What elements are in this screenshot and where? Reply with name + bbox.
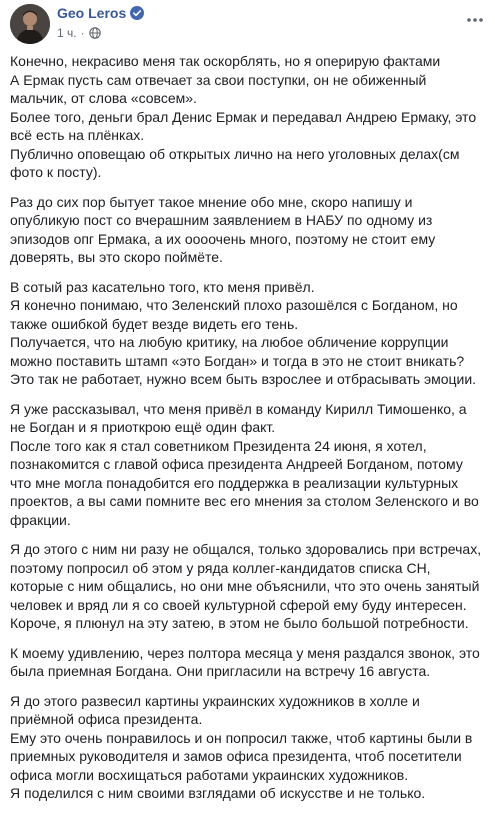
- paragraph: [10, 193, 482, 267]
- text-line: Я до этого с ним ни разу не общался, только здоровались при встречах, поэтому попросил об этом у ряда коллег-кандидатов списка СН, которые с ним общались, но они мне объяснили, что это очень занятый человек и вряд ли я со своей культурной сферой ему буду интересен.: [10, 541, 482, 613]
- text-line: Короче, я плюнул на эту затею, в этом не было большой потребности.: [10, 615, 469, 631]
- text-line: Я поделился с ним своими взглядами об искусстве и не только.: [10, 785, 426, 801]
- paragraph: [10, 644, 482, 681]
- post-meta: [57, 26, 101, 40]
- avatar[interactable]: [10, 4, 50, 44]
- text-line: Публично оповещаю об открытых лично на него уголовных делах(см фото к посту).: [10, 145, 460, 180]
- post-timestamp[interactable]: 1 ч.: [57, 26, 77, 40]
- post-body: [10, 52, 482, 814]
- globe-icon[interactable]: [89, 27, 101, 39]
- text-line: Более того, деньги брал Денис Ермак и передавал Андрею Ермаку, это всё есть на плёнках.: [10, 108, 477, 143]
- text-line: После того как я стал советником Президента 24 июня, я хотел, познакомится с главой офиса президента Андреей Богданом, потому что мне могла понадобится его поддержка в реализации культурных проектов, а вы сами помните вес его мнения за столом Зеленского и во фракции.: [10, 437, 479, 528]
- post-header: [10, 4, 485, 44]
- more-options-icon[interactable]: [465, 10, 485, 30]
- verified-badge-icon: [130, 6, 144, 20]
- text-line: Ему это очень понравилось и он попросил также, чтоб картины были в приемных руководителя и замов офиса президента, чтоб посетители офиса могли восхищаться работами украинских художников.: [10, 729, 473, 783]
- text-line: Я конечно понимаю, что Зеленский плохо разошёлся с Богданом, но также ошибкой будет везде видеть его тень.: [10, 297, 458, 332]
- paragraph: [10, 540, 482, 633]
- text-line: Я до этого развесил картины украинских художников в холле и приёмной офиса президента.: [10, 692, 420, 727]
- avatar-portrait-icon: [10, 4, 50, 44]
- text-line: Раз до сих пор бытует такое мнение обо мне, скоро напишу и опубликую пост со вчерашним заявлением в НАБУ по одному из эпизодов опг Ермака, а их оооочень много, поэтому не стоит ему доверять, вы это скоро поймёте.: [10, 193, 436, 265]
- text-line: А Ермак пусть сам отвечает за свои поступки, он не обиженный мальчик, от слова «совсем».: [10, 71, 427, 106]
- text-line: Получается, что на любую критику, на любое обличение коррупции можно поставить штамп «это Богдан» и тогда в это не стоит вникать?: [10, 334, 465, 369]
- paragraph: [10, 400, 482, 530]
- text-line: Я уже рассказывал, что меня привёл в команду Кирилл Тимошенко, а не Богдан и я приоткрою ещё один факт.: [10, 400, 467, 435]
- paragraph: [10, 692, 482, 803]
- text-line: Это так не работает, нужно всем быть взрослее и отбрасывать эмоции.: [10, 371, 477, 387]
- author-name[interactable]: Geo Leros: [57, 5, 127, 21]
- text-line: К моему удивлению, через полтора месяца у меня раздался звонок, это была приемная Богдана. Они пригласили на встречу 16 августа.: [10, 644, 480, 679]
- text-line: Конечно, некрасиво меня так оскорблять, но я оперирую фактами: [10, 53, 441, 69]
- meta-separator: ·: [80, 26, 85, 40]
- text-line: В сотый раз касательно того, кто меня привёл.: [10, 278, 315, 295]
- paragraph: [10, 278, 482, 389]
- author-row: [57, 5, 144, 21]
- paragraph: [10, 52, 482, 182]
